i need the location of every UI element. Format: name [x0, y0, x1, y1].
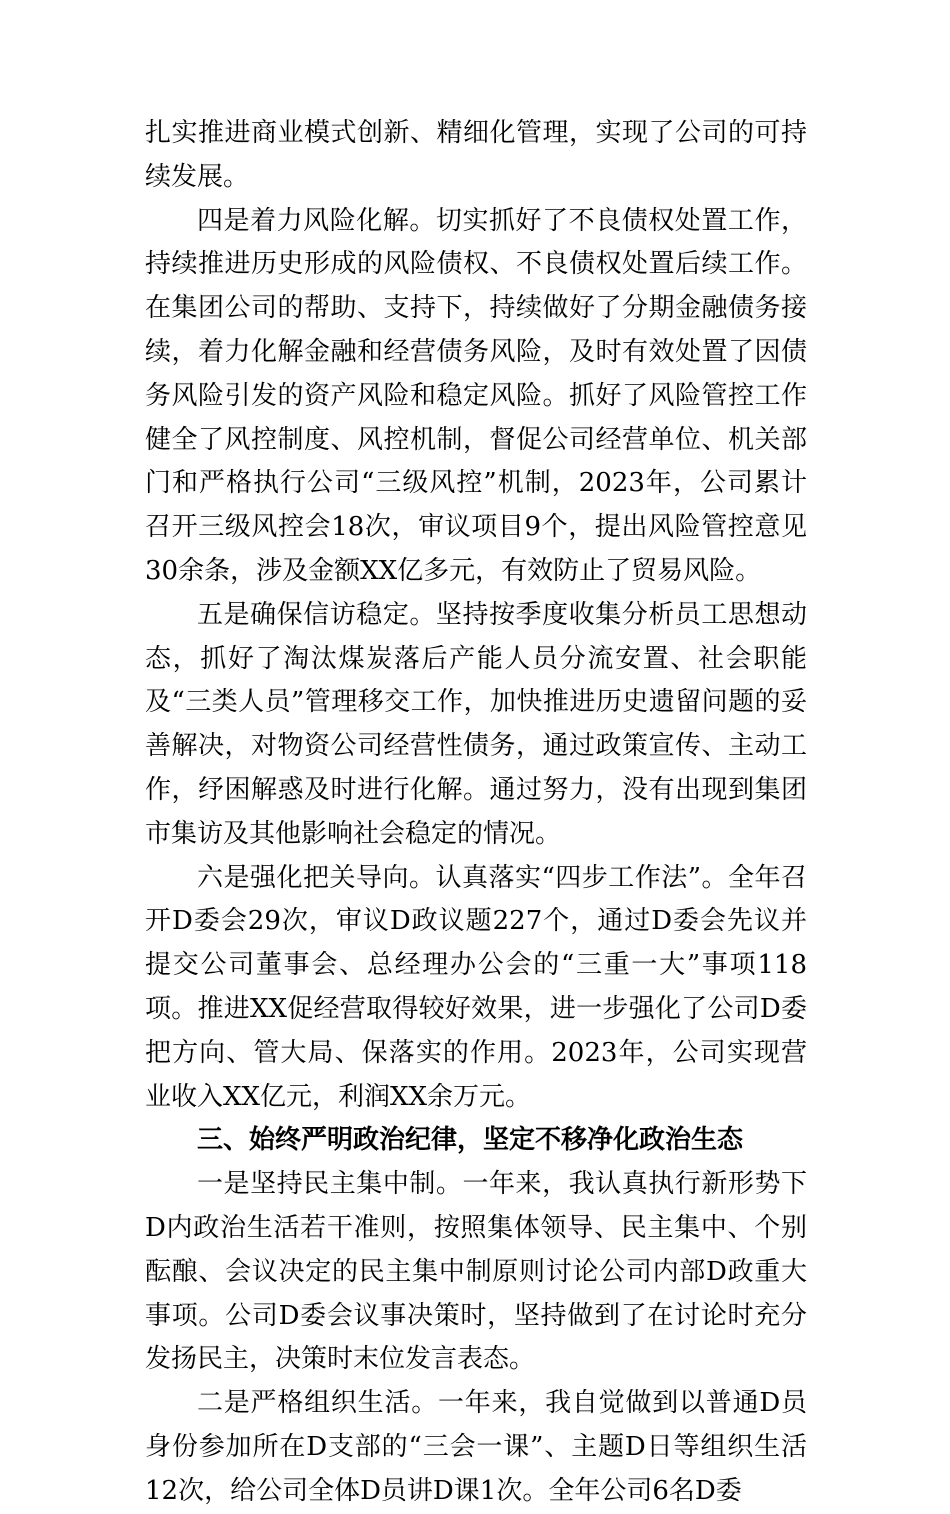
paragraph-continuation: 扎实推进商业模式创新、精细化管理，实现了公司的可持续发展。 [145, 118, 807, 192]
document-body [145, 112, 807, 1514]
paragraph-petition-stability: 五是确保信访稳定。坚持按季度收集分析员工思想动态，抓好了淘汰煤炭落后产能人员分流安置、社会职能及“三类人员”管理移交工作，加快推进历史遗留问题的妥善解决，对物资公司经营性债务，通过政策宣传、主动工作，纾困解惑及时进行化解。通过努力，没有出现到集团市集访及其他影响社会稳定的情况。 [145, 599, 807, 849]
section-heading: 三、始终严明政治纪律，坚定不移净化政治生态 [197, 1125, 744, 1156]
paragraph-democratic-centralism: 一是坚持民主集中制。一年来，我认真执行新形势下D内政治生活若干准则，按照集体领导、民主集中、个别酝酿、会议决定的民主集中制原则讨论公司内部D政重大事项。公司D委会议事决策时，坚持做到了在讨论时充分发扬民主，决策时末位发言表态。 [145, 1169, 807, 1375]
paragraph-risk-resolution: 四是着力风险化解。切实抓好了不良债权处置工作，持续推进历史形成的风险债权、不良债权处置后续工作。在集团公司的帮助、支持下，持续做好了分期金融债务接续，着力化解金融和经营债务风险，及时有效处置了因债务风险引发的资产风险和稳定风险。抓好了风险管控工作健全了风控制度、风控机制，督促公司经营单位、机关部门和严格执行公司“三级风控”机制，2023年，公司累计召开三级风控会18次，审议项目9个，提出风险管控意见30余条，涉及金额XX亿多元，有效防止了贸易风险。 [145, 205, 807, 586]
paragraph-checkpoint-guidance: 六是强化把关导向。认真落实“四步工作法”。全年召开D委会29次，审议D政议题227个，通过D委会先议并提交公司董事会、总经理办公会的“三重一大”事项118项。推进XX促经营取得较好效果，进一步强化了公司D委把方向、管大局、保落实的作用。2023年，公司实现营业收入XX亿元，利润XX余万元。 [145, 862, 807, 1112]
paragraph-organizational-life: 二是严格组织生活。一年来，我自觉做到以普通D员身份参加所在D支部的“三会一课”、主题D日等组织生活12次，给公司全体D员讲D课1次。全年公司6名D委 [145, 1388, 807, 1506]
